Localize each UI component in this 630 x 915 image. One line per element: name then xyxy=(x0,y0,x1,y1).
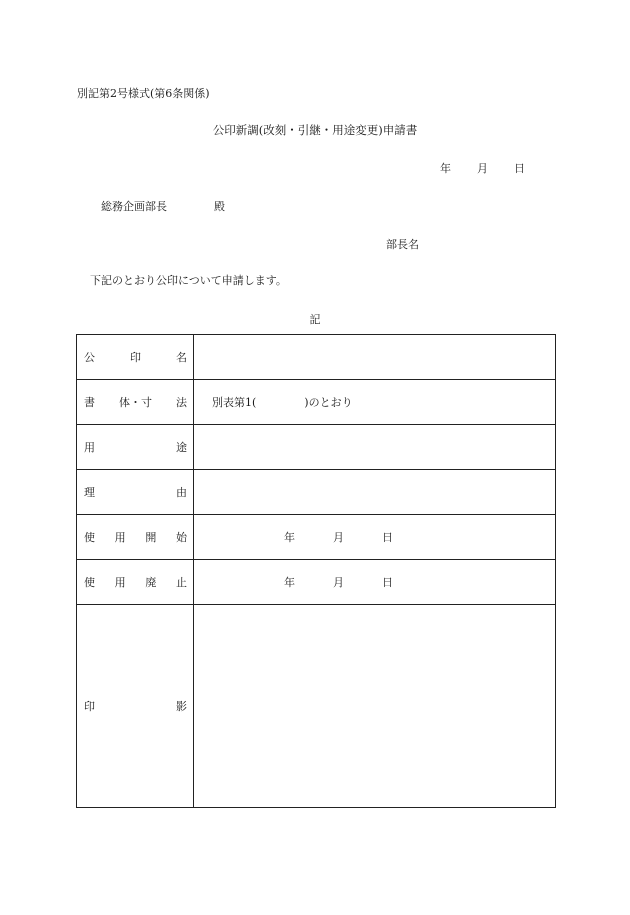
field-reason[interactable] xyxy=(194,470,556,515)
honorific: 殿 xyxy=(214,200,225,213)
label-char: 廃 xyxy=(145,576,157,589)
label-char: 使 xyxy=(84,531,95,544)
label-char: 法 xyxy=(176,396,187,409)
field-typeface-size[interactable] xyxy=(194,380,556,425)
label-char: 由 xyxy=(176,486,187,499)
date-month: 月 xyxy=(477,162,488,175)
label-reason xyxy=(77,470,194,515)
end-year: 年 xyxy=(284,576,295,589)
label-seal-name xyxy=(77,335,194,380)
start-day: 日 xyxy=(382,531,393,544)
field-purpose[interactable] xyxy=(194,425,556,470)
date-day: 日 xyxy=(514,162,525,175)
label-char: 用 xyxy=(114,576,126,589)
end-day: 日 xyxy=(382,576,393,589)
field-end-date[interactable] xyxy=(194,560,556,605)
typeface-suffix: )のとおり xyxy=(304,396,353,409)
addressee-title: 総務企画部長 xyxy=(101,200,167,213)
label-purpose xyxy=(77,425,194,470)
label-char: 影 xyxy=(176,700,187,713)
label-end-date xyxy=(77,560,194,605)
table-row-imprint xyxy=(77,605,556,808)
label-char: 書 xyxy=(84,396,95,409)
label-char: 途 xyxy=(176,441,187,454)
label-char: 止 xyxy=(175,576,187,589)
table-row-end-date xyxy=(77,560,556,605)
label-char: 開 xyxy=(145,531,157,544)
document-title: 公印新調(改刻・引継・用途変更)申請書 xyxy=(212,123,418,137)
date-year: 年 xyxy=(440,162,451,175)
end-month: 月 xyxy=(333,576,344,589)
label-char: 公 xyxy=(84,351,95,364)
intro-text: 下記のとおり公印について申請します。 xyxy=(90,274,287,287)
label-imprint xyxy=(77,605,194,808)
table-row-reason xyxy=(77,470,556,515)
field-start-date[interactable] xyxy=(194,515,556,560)
table-row-typeface-size xyxy=(77,380,556,425)
label-typeface-size xyxy=(77,380,194,425)
addressee xyxy=(101,198,225,214)
table-row-purpose xyxy=(77,425,556,470)
label-start-date xyxy=(77,515,194,560)
label-char: 名 xyxy=(176,351,187,364)
field-imprint[interactable] xyxy=(194,605,556,808)
table-row-seal-name xyxy=(77,335,556,380)
label-char: 理 xyxy=(84,486,95,499)
application-table xyxy=(76,334,556,808)
applicant-label: 部長名 xyxy=(386,238,419,251)
label-char: 用 xyxy=(114,531,126,544)
submission-date xyxy=(440,160,525,176)
label-char: 用 xyxy=(84,441,95,454)
table-row-start-date xyxy=(77,515,556,560)
label-char: 印 xyxy=(130,351,141,364)
label-char: 印 xyxy=(84,700,95,713)
field-seal-name[interactable] xyxy=(194,335,556,380)
start-month: 月 xyxy=(333,531,344,544)
typeface-prefix: 別表第1( xyxy=(212,396,257,409)
form-reference: 別記第2号様式(第6条関係) xyxy=(77,87,210,100)
label-char: 使 xyxy=(84,576,95,589)
label-char: 体・寸 xyxy=(119,396,152,409)
ki-heading: 記 xyxy=(309,313,321,326)
start-year: 年 xyxy=(284,531,295,544)
label-char: 始 xyxy=(175,531,187,544)
